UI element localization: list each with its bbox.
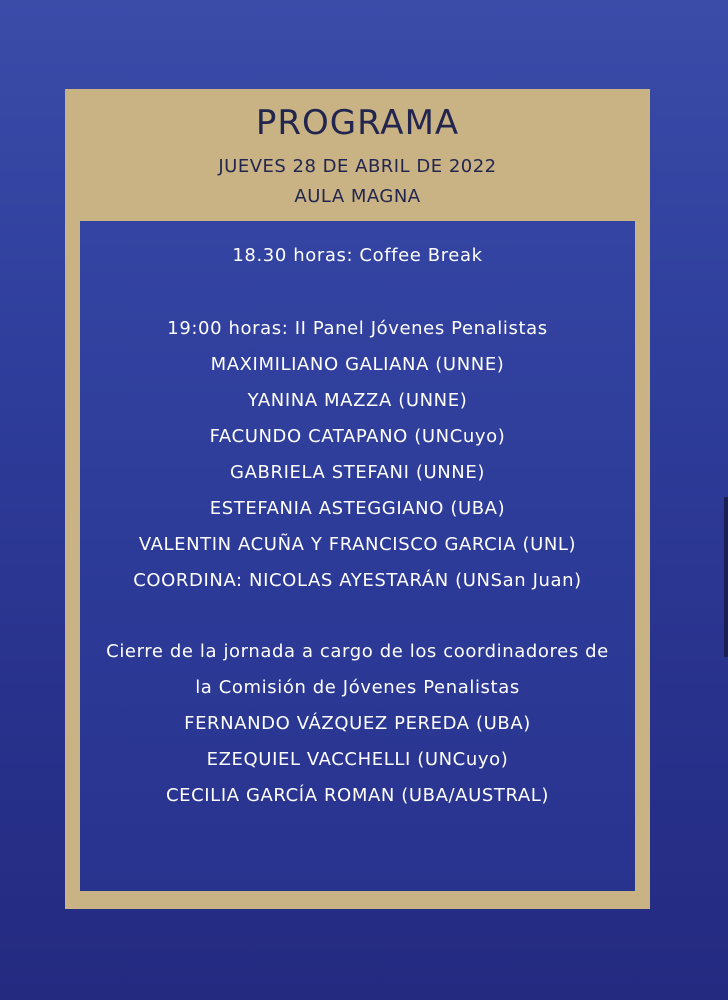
closing-text-line-2: la Comisión de Jóvenes Penalistas	[195, 677, 520, 698]
program-title: PROGRAMA	[255, 103, 460, 143]
panel-speaker: FACUNDO CATAPANO (UNCuyo)	[209, 426, 506, 447]
program-header	[65, 89, 650, 221]
coffee-break-line: 18.30 horas: Coffee Break	[232, 245, 483, 266]
closing-speaker: FERNANDO VÁZQUEZ PEREDA (UBA)	[184, 713, 531, 734]
closing-speaker: EZEQUIEL VACCHELLI (UNCuyo)	[206, 749, 509, 770]
event-venue: AULA MAGNA	[294, 186, 421, 207]
panel-speaker: MAXIMILIANO GALIANA (UNNE)	[210, 354, 505, 375]
panel-speaker: YANINA MAZZA (UNNE)	[247, 390, 468, 411]
closing-text-line-1: Cierre de la jornada a cargo de los coordinadores de	[106, 641, 609, 662]
panel-coordinator: COORDINA: NICOLAS AYESTARÁN (UNSan Juan)	[133, 570, 582, 591]
panel-speaker: ESTEFANIA ASTEGGIANO (UBA)	[209, 498, 506, 519]
schedule-panel	[80, 221, 635, 891]
right-edge-bar	[724, 497, 728, 657]
panel-speaker: VALENTIN ACUÑA Y FRANCISCO GARCIA (UNL)	[138, 534, 577, 555]
program-frame	[65, 89, 650, 909]
event-date: JUEVES 28 DE ABRIL DE 2022	[218, 156, 497, 177]
panel-speaker: GABRIELA STEFANI (UNNE)	[230, 462, 485, 483]
panel-heading: 19:00 horas: II Panel Jóvenes Penalistas	[167, 318, 548, 339]
closing-speaker: CECILIA GARCÍA ROMAN (UBA/AUSTRAL)	[165, 785, 550, 806]
